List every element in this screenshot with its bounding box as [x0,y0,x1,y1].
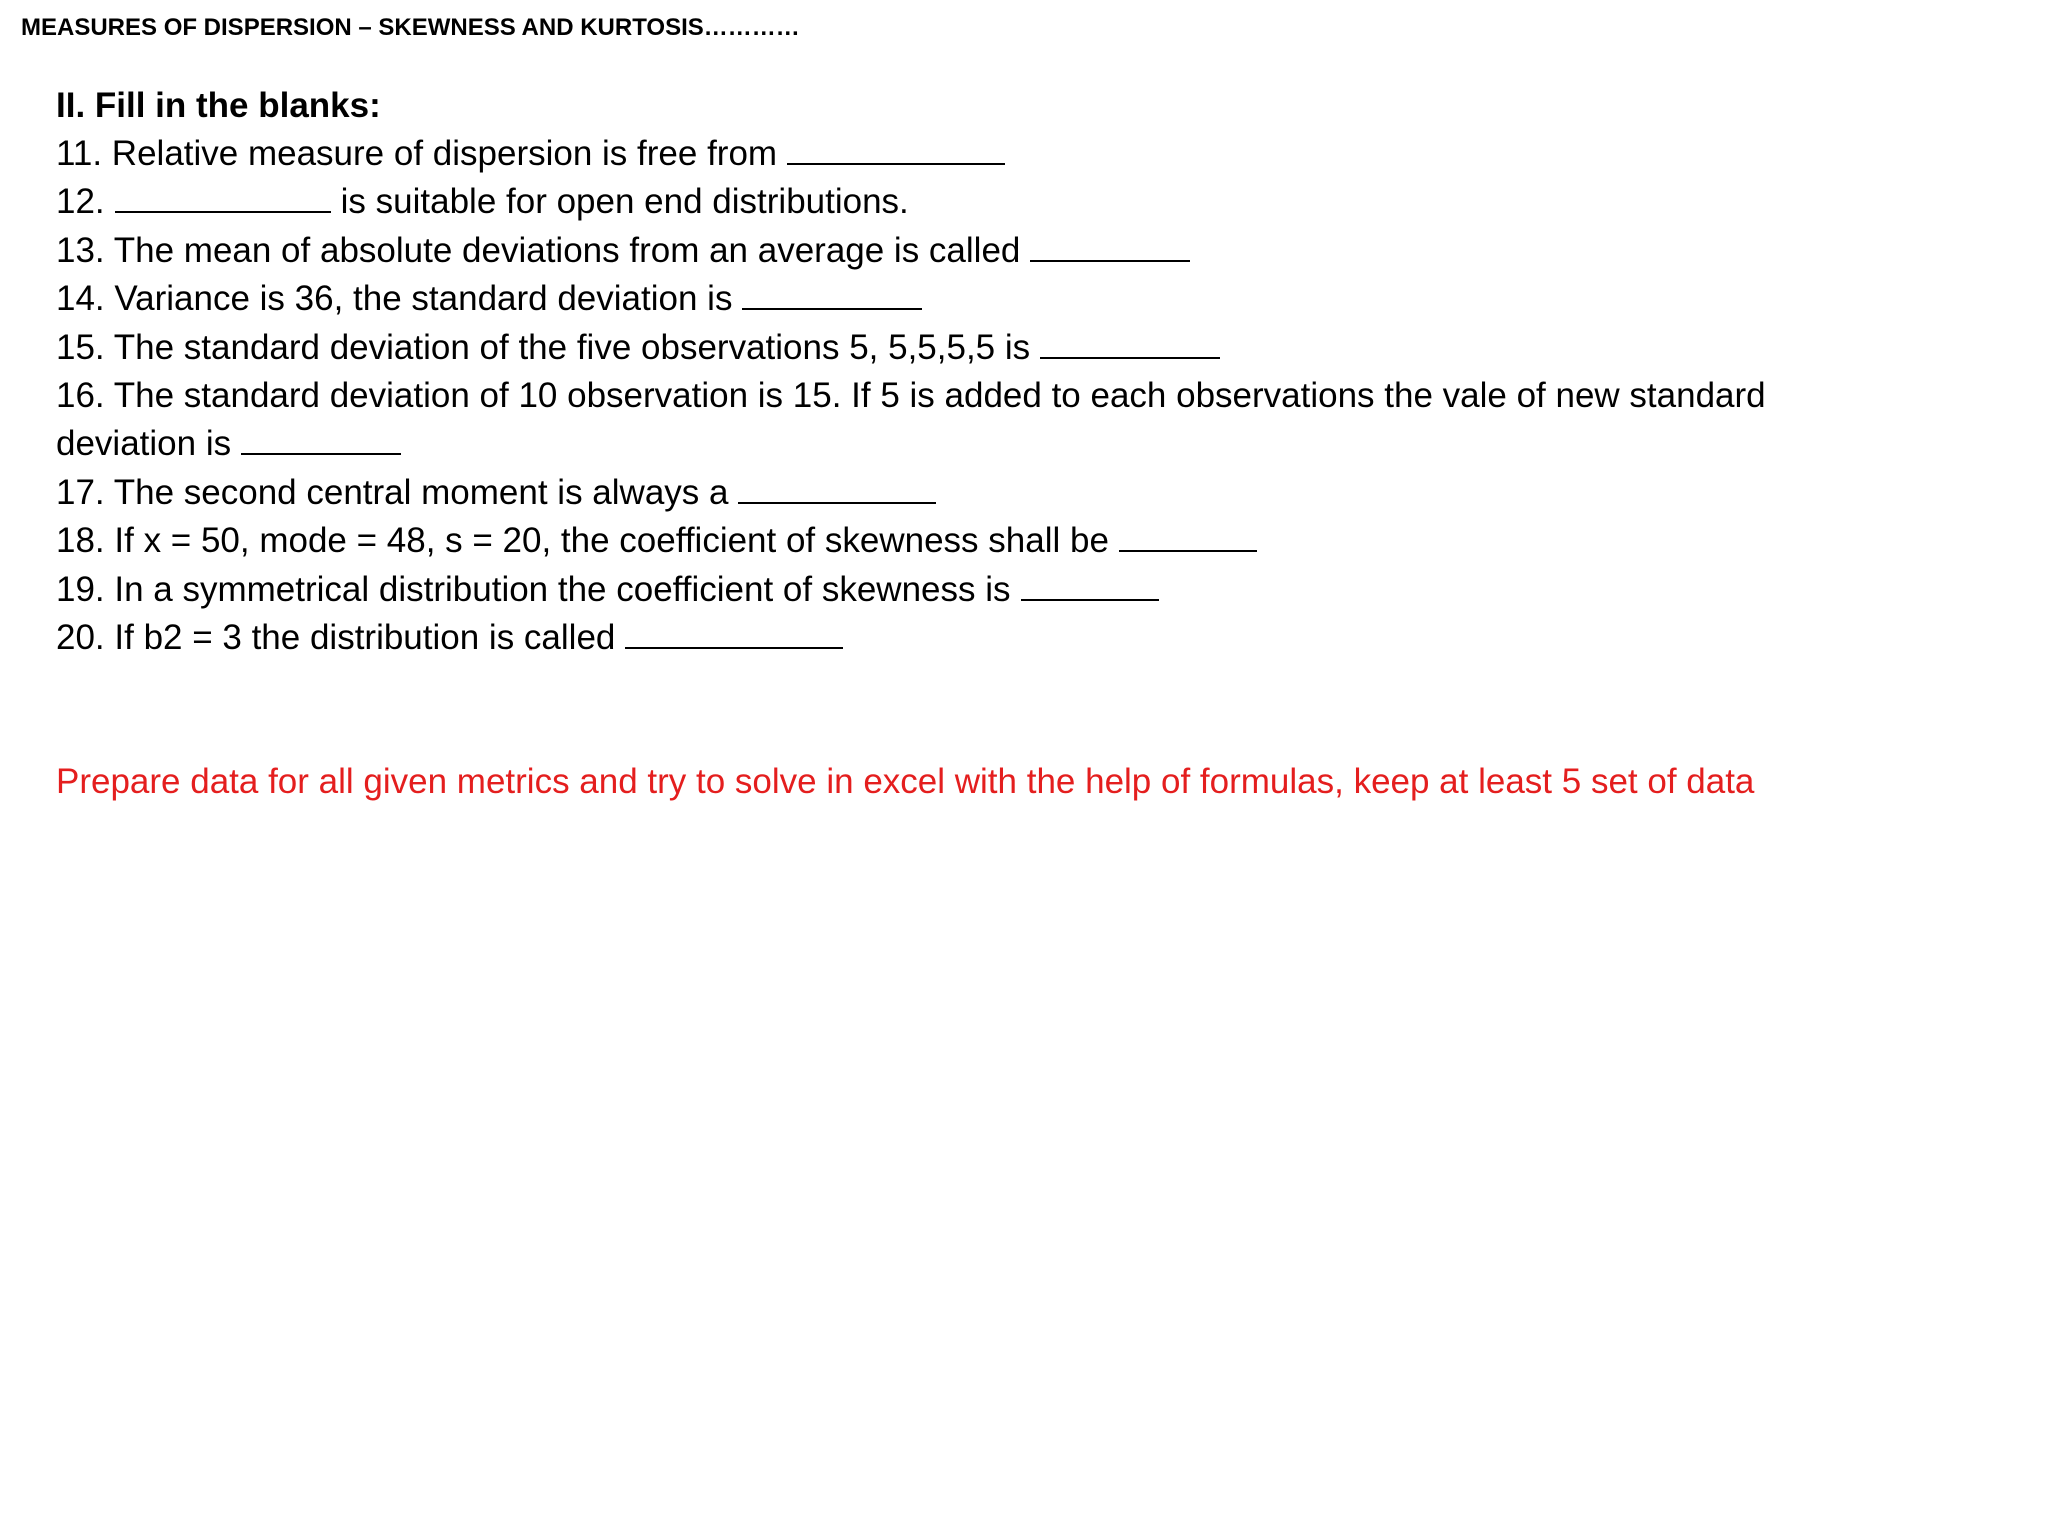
answer-blank [115,210,331,213]
question-text: If b2 = 3 the distribution is called [114,618,616,658]
question-11 [56,130,1996,178]
question-number: 15. [56,327,105,367]
answer-blank [1030,259,1190,262]
page-header: MEASURES OF DISPERSION – SKEWNESS AND KURTOSIS………… [21,14,800,41]
question-17 [56,469,1996,517]
question-number: 20. [56,618,105,658]
question-list [56,130,1996,662]
answer-blank [1021,598,1159,601]
question-text: If x = 50, mode = 48, s = 20, the coefficient of skewness shall be [114,521,1109,561]
answer-blank [241,452,401,455]
question-19 [56,566,1996,614]
question-number: 18. [56,521,105,561]
question-text: Relative measure of dispersion is free from [111,134,778,173]
question-number: 13. [56,230,105,270]
question-number: 17. [56,472,105,512]
question-16 [56,372,1876,469]
question-12 [56,178,1996,226]
question-13 [56,227,1996,275]
question-text: The second central moment is always a [113,472,729,512]
answer-blank [1040,356,1220,359]
question-number: 11. [56,134,103,173]
answer-blank [742,307,922,310]
answer-blank [625,646,843,649]
question-number: 16. [56,376,105,416]
question-18 [56,517,1996,565]
question-20 [56,614,1996,662]
question-text: The standard deviation of the five observations 5, 5,5,5,5 is [113,327,1031,367]
question-text: Variance is 36, the standard deviation is [114,279,733,319]
question-number: 14. [56,279,105,319]
worksheet-content [56,82,1996,662]
instruction-text: Prepare data for all given metrics and try to solve in excel with the help of formulas, keep at least 5 set of data [56,762,1755,801]
question-14 [56,275,1996,323]
question-text: In a symmetrical distribution the coefficient of skewness is [114,569,1011,609]
answer-blank [1119,549,1257,552]
section-title: II. Fill in the blanks: [56,86,381,125]
answer-blank [738,501,936,504]
question-text: is suitable for open end distributions. [340,182,909,222]
question-number: 19. [56,569,105,609]
question-15 [56,324,1996,372]
question-text: The standard deviation of 10 observation is 15. If 5 is added to each observations the vale of new standard deviation is [56,376,1766,464]
question-text: The mean of absolute deviations from an average is called [113,230,1021,270]
question-number: 12. [56,182,105,222]
answer-blank [787,162,1005,165]
